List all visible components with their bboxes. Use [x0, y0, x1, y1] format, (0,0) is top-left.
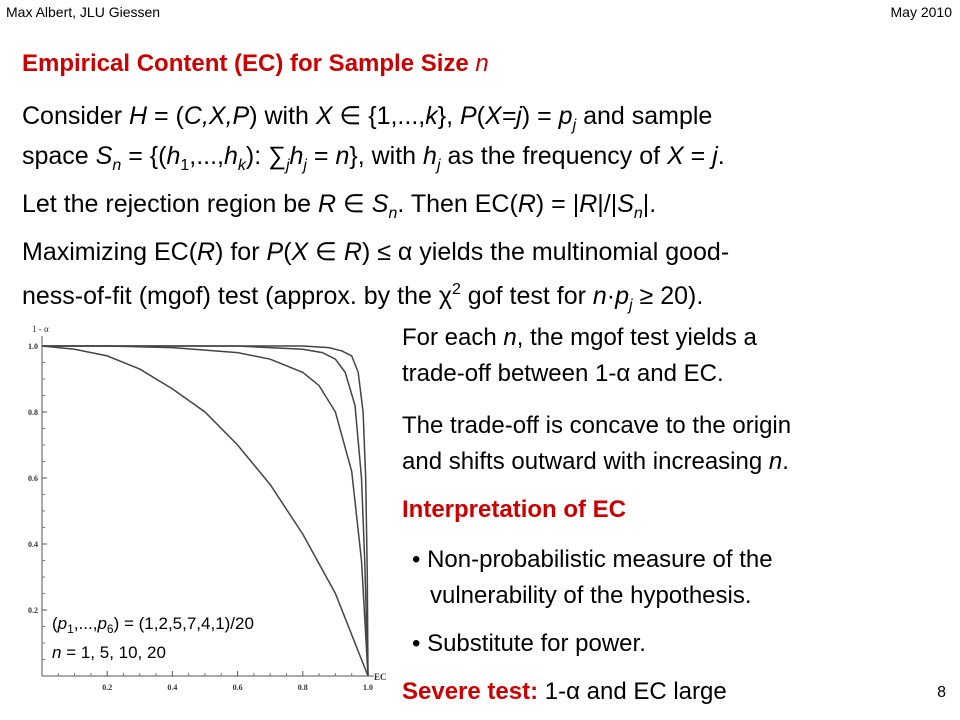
- date-header: May 2010: [890, 4, 952, 20]
- y-tick-label: 0.2: [28, 606, 38, 615]
- slide-title-text: Empirical Content (EC) for Sample Size: [22, 50, 476, 77]
- right-line3: The trade-off is concave to the origin: [402, 412, 792, 439]
- para1-line2: space $S_n = \{(h_1,...,h_k)$: $\sum_jh_j = n$}, with $h_j$ as the frequency of X = j.: [22, 142, 725, 174]
- para3-line1: Maximizing EC(R) for P(X ∈ R) ≤ α yields the multinomial good-: [22, 238, 730, 266]
- legend-line2: n = 1, 5, 10, 20: [52, 643, 166, 662]
- slide-title-var: n: [475, 50, 489, 77]
- para1-line1: Consider H = (C,X,P) with X ∈ {1,...,k}, $P(X=j) = p_j$ and sample: [22, 102, 713, 134]
- para3-line2: ness-of-fit (mgof) test (approx. by the $\chi^2$ gof test for $n\cdot p_j \ge 20$).: [22, 281, 704, 314]
- x-tick-label: 0.6: [232, 683, 243, 692]
- y-tick-label: 0.4: [28, 540, 38, 549]
- right-line2: trade-off between 1-α and EC.: [402, 360, 724, 387]
- y-tick-label: 1.0: [28, 342, 38, 351]
- x-tick-label: 0.2: [102, 683, 113, 692]
- x-axis-label: EC: [374, 672, 387, 682]
- y-tick-label: 0.6: [28, 474, 38, 483]
- y-axis-label: 1 - α: [32, 324, 49, 334]
- author-header: Max Albert, JLU Giessen: [6, 4, 161, 20]
- interpretation-heading: Interpretation of EC: [402, 496, 627, 523]
- bullet-nonprob-cont: vulnerability of the hypothesis.: [430, 582, 752, 609]
- bullet-power: • Substitute for power.: [412, 630, 646, 657]
- page-number: 8: [937, 684, 946, 701]
- para2-line: Let the rejection region be R ∈ $S_n$. Then $EC(R) = |R|/|S_n|$.: [22, 190, 657, 222]
- bullet-nonprob: • Non-probabilistic measure of the: [412, 546, 773, 573]
- x-tick-label: 1.0: [363, 683, 373, 692]
- right-line1: For each n, the mgof test yields a: [402, 324, 757, 351]
- right-line4: and shifts outward with increasing n.: [402, 448, 789, 475]
- slide-title: [22, 50, 489, 78]
- x-tick-label: 0.4: [167, 683, 178, 692]
- legend-line1: $(p_1,...,p_6) = (1,2,5,7,4,1)/20$: [52, 614, 254, 636]
- y-tick-label: 0.8: [28, 408, 38, 417]
- x-tick-label: 0.8: [297, 683, 308, 692]
- chart-legend: [52, 612, 254, 665]
- severe-test-line: Severe test: 1-α and EC large: [402, 678, 727, 705]
